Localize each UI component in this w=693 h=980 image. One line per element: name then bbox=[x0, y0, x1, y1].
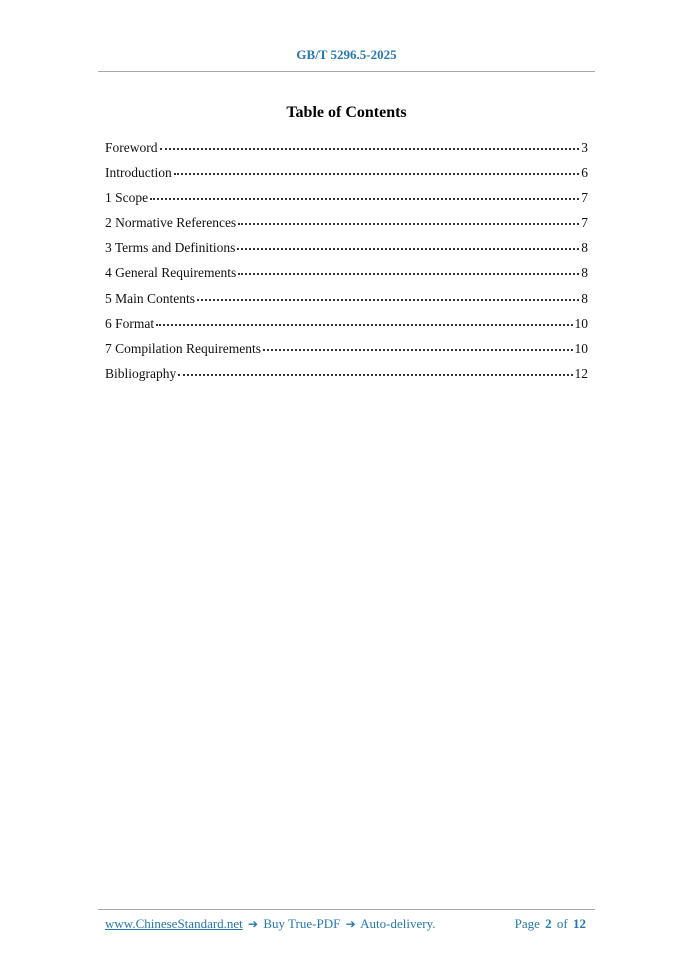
toc-entry-label: 4 General Requirements bbox=[105, 265, 237, 281]
toc-entry[interactable] bbox=[105, 215, 588, 240]
toc-entry-label: Introduction bbox=[105, 165, 172, 181]
footer-buy-text: Buy True-PDF bbox=[263, 916, 341, 931]
toc-entry-label: Foreword bbox=[105, 140, 158, 155]
footer-rule bbox=[98, 909, 595, 910]
toc-entry[interactable] bbox=[105, 165, 588, 190]
footer-delivery-text: Auto-delivery. bbox=[360, 916, 436, 931]
toc-entry-label: 1 Scope bbox=[105, 190, 149, 206]
toc-entry-label: 3 Terms and Definitions bbox=[105, 240, 236, 256]
footer-promo bbox=[105, 916, 436, 932]
toc-dot-leader bbox=[150, 198, 579, 200]
toc-entry[interactable] bbox=[105, 265, 588, 290]
header-rule bbox=[98, 71, 595, 72]
toc-entry[interactable] bbox=[105, 341, 588, 366]
toc-entry-page: 7 bbox=[581, 190, 588, 206]
toc-title: Table of Contents bbox=[286, 104, 407, 121]
toc-entry-label: 2 Normative References bbox=[105, 215, 237, 231]
toc-entry[interactable] bbox=[105, 240, 588, 265]
toc-dot-leader bbox=[238, 273, 579, 275]
toc-dot-leader bbox=[160, 148, 580, 150]
toc-entry-page: 8 bbox=[581, 290, 588, 306]
toc-entry-label: 5 Main Contents bbox=[105, 290, 195, 306]
arrow-icon: ➔ bbox=[345, 917, 356, 931]
toc-entry[interactable] bbox=[105, 190, 588, 215]
page-number-total: 12 bbox=[573, 916, 586, 931]
toc-dot-leader bbox=[237, 248, 579, 250]
toc-entry-page: 3 bbox=[581, 140, 588, 155]
toc-dot-leader bbox=[178, 374, 572, 376]
page-footer bbox=[105, 909, 588, 932]
toc-entry-page: 10 bbox=[574, 315, 588, 331]
toc-dot-leader bbox=[263, 349, 573, 351]
toc-entry-page: 10 bbox=[574, 340, 588, 356]
toc-dot-leader bbox=[174, 173, 580, 175]
document-code: GB/T 5296.5-2025 bbox=[296, 47, 397, 62]
page-number-indicator bbox=[515, 916, 588, 932]
toc-entry[interactable] bbox=[105, 140, 588, 165]
arrow-icon: ➔ bbox=[248, 917, 259, 931]
toc-dot-leader bbox=[197, 299, 579, 301]
toc-entry[interactable] bbox=[105, 291, 588, 316]
toc-entry-page: 6 bbox=[581, 165, 588, 181]
toc-entry-label: Bibliography bbox=[105, 365, 177, 381]
toc-entry-page: 12 bbox=[574, 365, 588, 381]
toc-entry-page: 8 bbox=[581, 240, 588, 256]
footer-site-link[interactable]: www.ChineseStandard.net bbox=[105, 916, 243, 931]
toc-entry-page: 7 bbox=[581, 215, 588, 231]
toc-entry-page: 8 bbox=[581, 265, 588, 281]
page-number-label: Page bbox=[514, 916, 540, 931]
toc-entry-label: 7 Compilation Requirements bbox=[105, 340, 261, 356]
toc-list bbox=[105, 140, 588, 391]
page-number-of: of bbox=[556, 916, 568, 931]
toc-entry[interactable] bbox=[105, 316, 588, 341]
toc-entry[interactable] bbox=[105, 366, 588, 391]
toc-entry-label: 6 Format bbox=[105, 315, 155, 331]
toc-dot-leader bbox=[156, 324, 572, 326]
toc-dot-leader bbox=[238, 223, 579, 225]
page-number-current: 2 bbox=[545, 916, 552, 931]
